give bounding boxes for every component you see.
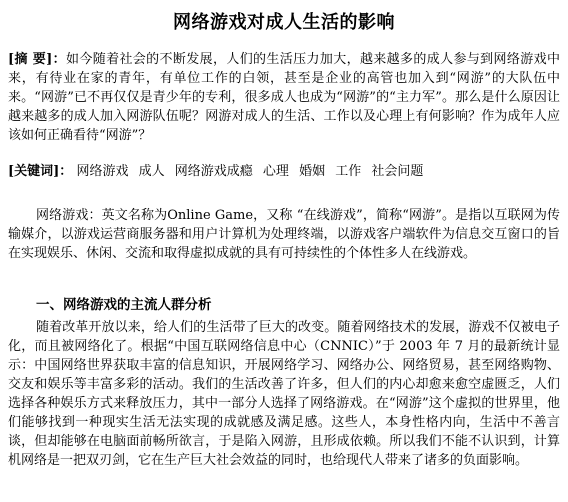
- abstract-text: 如今随着社会的不断发展，人们的生活压力加大，越来越多的成人参与到网络游戏中来，有待业在家的青年，有单位工作的白领，甚至是企业的高管也加入到“网游”的大队伍中来。“网游”已不再仅仅是青少年的专利，很多成人也成为“网游”的“主力军”。那么是什么原因让越来越多的成人加入网游队伍呢？网游对成人的生活、工作以及心理上有何影响？作为成年人应该如何正确看待“网游”？: [8, 52, 560, 143]
- abstract-label: [摘 要]：: [8, 52, 66, 67]
- abstract: [8, 50, 560, 145]
- keyword: 心理: [262, 164, 289, 179]
- keyword: 网络游戏成瘾: [174, 164, 253, 179]
- keyword: 网络游戏: [76, 164, 129, 179]
- keywords-label: [关键词]：: [8, 164, 73, 179]
- paper-title: 网络游戏对成人生活的影响: [173, 12, 395, 33]
- keyword: 成人: [138, 164, 165, 179]
- keyword: 婚姻: [299, 164, 326, 179]
- keywords: [8, 162, 560, 181]
- section-paragraph: 随着改革开放以来，给人们的生活带了巨大的改变。随着网络技术的发展，游戏不仅被电子化，而且被网络化了。根据“中国互联网络信息中心（CNNIC）”于 2003 年 7 月的最新统计显示：中国网络世界获取丰富的信息知识，开展网络学习、网络办公、网络贸易，甚至网络购物、交友和娱乐等丰富多彩的活动。我们的生活改善了许多，但人们的内心却愈来愈空虚匮乏，人们选择各种娱乐方式来释放压力，其中一部分人选择了网络游戏。在“网游”这个虚拟的世界里，他们能够找到一种现实生活无法实现的成就感及满足感。这些人，本身性格内向，生活中不善言谈，但却能够在电脑面前畅所欲言，于是陷入网游，且形成依赖。所以我们不能不认识到，计算机网络是一把双刃剑，它在生产巨大社会效益的同时，也给现代人带来了诸多的负面影响。: [8, 320, 560, 468]
- section-heading: 一、网络游戏的主流人群分析: [36, 297, 212, 313]
- keyword: 社会问题: [371, 164, 424, 179]
- keyword: 工作: [335, 164, 362, 179]
- intro-paragraph: 网络游戏：英文名称为Online Game，又称 “在线游戏”，简称“网游”。是指以互联网为传输媒介，以游戏运营商服务器和用户计算机为处理终端，以游戏客户端软件为信息交互窗口的旨在实现娱乐、休闲、交流和取得虚拟成就的具有可持续性的个体性多人在线游戏。: [8, 208, 560, 261]
